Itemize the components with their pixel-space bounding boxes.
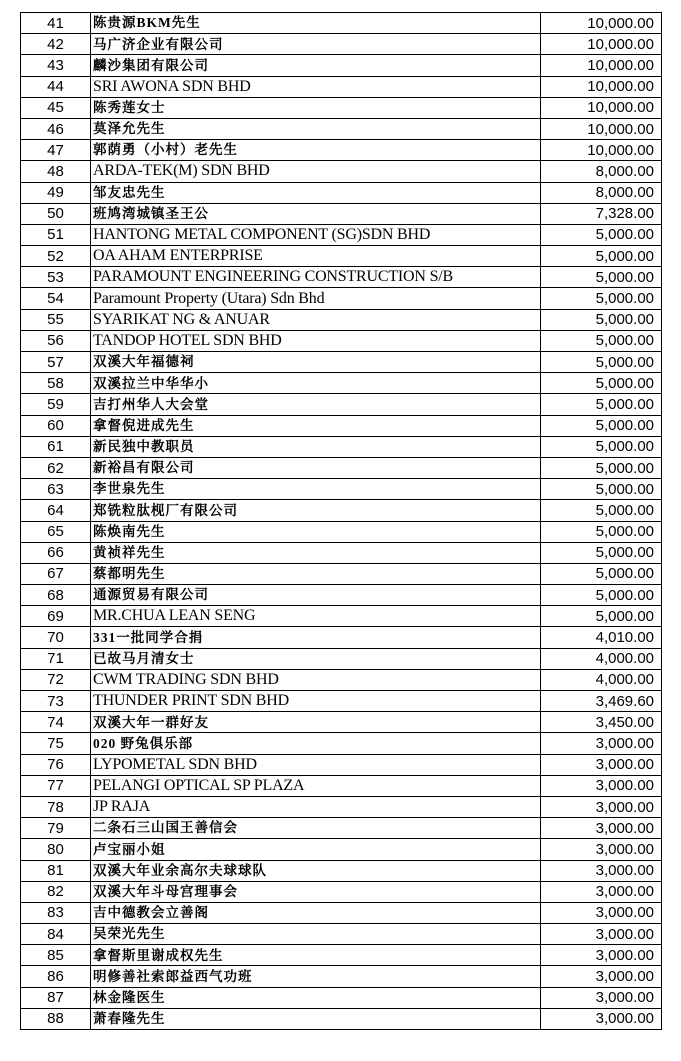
donation-amount: 5,000.00 xyxy=(541,479,662,500)
table-row xyxy=(21,902,662,923)
donor-table xyxy=(20,12,662,1030)
row-number: 65 xyxy=(21,521,91,542)
donor-name: PARAMOUNT ENGINEERING CONSTRUCTION S/B xyxy=(91,267,541,288)
donation-amount: 5,000.00 xyxy=(541,330,662,351)
donor-name: LYPOMETAL SDN BHD xyxy=(91,754,541,775)
table-row xyxy=(21,775,662,796)
row-number: 61 xyxy=(21,436,91,457)
donation-amount: 3,000.00 xyxy=(541,987,662,1008)
table-row xyxy=(21,839,662,860)
donor-name: JP RAJA xyxy=(91,796,541,817)
row-number: 62 xyxy=(21,457,91,478)
donor-name: 双溪大年斗母宫理事会 xyxy=(91,881,541,902)
table-row xyxy=(21,966,662,987)
row-number: 47 xyxy=(21,140,91,161)
table-row xyxy=(21,818,662,839)
donor-name: 邹友忠先生 xyxy=(91,182,541,203)
row-number: 59 xyxy=(21,394,91,415)
donation-amount: 10,000.00 xyxy=(541,13,662,34)
row-number: 44 xyxy=(21,76,91,97)
donation-amount: 5,000.00 xyxy=(541,585,662,606)
donor-name: OA AHAM ENTERPRISE xyxy=(91,246,541,267)
donor-name: 二条石三山国王善信会 xyxy=(91,818,541,839)
donor-name: 新民独中教职员 xyxy=(91,436,541,457)
donor-name: 陈贵源BKM先生 xyxy=(91,13,541,34)
table-row xyxy=(21,55,662,76)
donor-name: 拿督倪进成先生 xyxy=(91,415,541,436)
row-number: 48 xyxy=(21,161,91,182)
donation-amount: 3,000.00 xyxy=(541,881,662,902)
donation-amount: 7,328.00 xyxy=(541,203,662,224)
row-number: 85 xyxy=(21,945,91,966)
row-number: 51 xyxy=(21,224,91,245)
table-row xyxy=(21,457,662,478)
donation-amount: 3,000.00 xyxy=(541,902,662,923)
donor-name: 麟沙集团有限公司 xyxy=(91,55,541,76)
row-number: 84 xyxy=(21,924,91,945)
donation-amount: 3,450.00 xyxy=(541,712,662,733)
donation-amount: 3,000.00 xyxy=(541,818,662,839)
table-row xyxy=(21,203,662,224)
row-number: 83 xyxy=(21,902,91,923)
donor-name: 林金隆医生 xyxy=(91,987,541,1008)
donation-amount: 5,000.00 xyxy=(541,415,662,436)
donation-amount: 5,000.00 xyxy=(541,246,662,267)
row-number: 75 xyxy=(21,733,91,754)
donor-name: 蔡都明先生 xyxy=(91,563,541,584)
row-number: 77 xyxy=(21,775,91,796)
donor-name: THUNDER PRINT SDN BHD xyxy=(91,691,541,712)
row-number: 88 xyxy=(21,1008,91,1029)
donation-amount: 5,000.00 xyxy=(541,542,662,563)
table-row xyxy=(21,118,662,139)
row-number: 52 xyxy=(21,246,91,267)
row-number: 87 xyxy=(21,987,91,1008)
donor-name: SRI AWONA SDN BHD xyxy=(91,76,541,97)
donation-amount: 5,000.00 xyxy=(541,606,662,627)
donor-name: 331一批同学合捐 xyxy=(91,627,541,648)
donor-table-body xyxy=(21,13,662,1030)
table-row xyxy=(21,246,662,267)
donation-amount: 5,000.00 xyxy=(541,457,662,478)
donor-name: 吉中德教会立善阁 xyxy=(91,902,541,923)
table-row xyxy=(21,394,662,415)
donation-amount: 5,000.00 xyxy=(541,500,662,521)
table-row xyxy=(21,161,662,182)
donor-name: 双溪大年业余高尔夫球球队 xyxy=(91,860,541,881)
donor-name: 陈秀莲女士 xyxy=(91,97,541,118)
donor-name: 郑铣粒肽枧厂有限公司 xyxy=(91,500,541,521)
row-number: 79 xyxy=(21,818,91,839)
row-number: 69 xyxy=(21,606,91,627)
row-number: 70 xyxy=(21,627,91,648)
donation-amount: 3,000.00 xyxy=(541,860,662,881)
donor-name: 双溪拉兰中华华小 xyxy=(91,373,541,394)
row-number: 41 xyxy=(21,13,91,34)
table-row xyxy=(21,479,662,500)
row-number: 56 xyxy=(21,330,91,351)
donation-amount: 3,000.00 xyxy=(541,733,662,754)
donor-name: PELANGI OPTICAL SP PLAZA xyxy=(91,775,541,796)
table-row xyxy=(21,288,662,309)
row-number: 42 xyxy=(21,34,91,55)
donation-amount: 10,000.00 xyxy=(541,34,662,55)
donation-amount: 5,000.00 xyxy=(541,563,662,584)
donor-name: HANTONG METAL COMPONENT (SG)SDN BHD xyxy=(91,224,541,245)
table-row xyxy=(21,563,662,584)
table-row xyxy=(21,669,662,690)
table-row xyxy=(21,606,662,627)
donor-name: MR.CHUA LEAN SENG xyxy=(91,606,541,627)
donor-name: 已故马月清女士 xyxy=(91,648,541,669)
row-number: 82 xyxy=(21,881,91,902)
table-row xyxy=(21,860,662,881)
row-number: 64 xyxy=(21,500,91,521)
row-number: 74 xyxy=(21,712,91,733)
table-row xyxy=(21,352,662,373)
donor-name: 通源贸易有限公司 xyxy=(91,585,541,606)
table-row xyxy=(21,945,662,966)
donor-name: Paramount Property (Utara) Sdn Bhd xyxy=(91,288,541,309)
table-row xyxy=(21,733,662,754)
table-row xyxy=(21,267,662,288)
donor-name: 李世泉先生 xyxy=(91,479,541,500)
donation-amount: 4,000.00 xyxy=(541,648,662,669)
row-number: 68 xyxy=(21,585,91,606)
donor-name: 新裕昌有限公司 xyxy=(91,457,541,478)
donation-amount: 3,000.00 xyxy=(541,1008,662,1029)
donor-name: 拿督斯里谢成权先生 xyxy=(91,945,541,966)
donation-amount: 4,000.00 xyxy=(541,669,662,690)
donor-name: 双溪大年一群好友 xyxy=(91,712,541,733)
donor-name: TANDOP HOTEL SDN BHD xyxy=(91,330,541,351)
donor-name: 班鸠湾城镇圣王公 xyxy=(91,203,541,224)
row-number: 78 xyxy=(21,796,91,817)
row-number: 53 xyxy=(21,267,91,288)
row-number: 46 xyxy=(21,118,91,139)
row-number: 72 xyxy=(21,669,91,690)
donation-amount: 10,000.00 xyxy=(541,140,662,161)
donor-name: 马广济企业有限公司 xyxy=(91,34,541,55)
table-row xyxy=(21,182,662,203)
row-number: 63 xyxy=(21,479,91,500)
table-row xyxy=(21,542,662,563)
donor-name: 双溪大年福德祠 xyxy=(91,352,541,373)
table-row xyxy=(21,627,662,648)
donation-amount: 8,000.00 xyxy=(541,182,662,203)
table-row xyxy=(21,648,662,669)
donation-amount: 5,000.00 xyxy=(541,373,662,394)
row-number: 60 xyxy=(21,415,91,436)
donor-name: SYARIKAT NG & ANUAR xyxy=(91,309,541,330)
row-number: 57 xyxy=(21,352,91,373)
row-number: 67 xyxy=(21,563,91,584)
donor-name: 郭荫勇（小村）老先生 xyxy=(91,140,541,161)
table-row xyxy=(21,585,662,606)
donor-name: 卢宝丽小姐 xyxy=(91,839,541,860)
donation-amount: 5,000.00 xyxy=(541,267,662,288)
donation-amount: 3,000.00 xyxy=(541,796,662,817)
row-number: 55 xyxy=(21,309,91,330)
donation-amount: 5,000.00 xyxy=(541,288,662,309)
table-row xyxy=(21,500,662,521)
donation-amount: 10,000.00 xyxy=(541,55,662,76)
donation-amount: 5,000.00 xyxy=(541,521,662,542)
donor-name: 020 野兔俱乐部 xyxy=(91,733,541,754)
donation-amount: 10,000.00 xyxy=(541,76,662,97)
table-row xyxy=(21,330,662,351)
row-number: 50 xyxy=(21,203,91,224)
table-row xyxy=(21,712,662,733)
donor-name: 吉打州华人大会堂 xyxy=(91,394,541,415)
table-row xyxy=(21,309,662,330)
row-number: 71 xyxy=(21,648,91,669)
table-row xyxy=(21,987,662,1008)
donor-name: ARDA-TEK(M) SDN BHD xyxy=(91,161,541,182)
donation-amount: 3,000.00 xyxy=(541,754,662,775)
donor-name: 陈焕南先生 xyxy=(91,521,541,542)
donation-amount: 5,000.00 xyxy=(541,436,662,457)
donation-amount: 3,000.00 xyxy=(541,839,662,860)
donation-amount: 5,000.00 xyxy=(541,224,662,245)
row-number: 45 xyxy=(21,97,91,118)
table-row xyxy=(21,13,662,34)
table-row xyxy=(21,754,662,775)
row-number: 58 xyxy=(21,373,91,394)
table-row xyxy=(21,796,662,817)
row-number: 66 xyxy=(21,542,91,563)
row-number: 86 xyxy=(21,966,91,987)
table-row xyxy=(21,373,662,394)
row-number: 49 xyxy=(21,182,91,203)
table-row xyxy=(21,924,662,945)
table-row xyxy=(21,436,662,457)
row-number: 43 xyxy=(21,55,91,76)
donation-amount: 5,000.00 xyxy=(541,309,662,330)
donor-name: 萧春隆先生 xyxy=(91,1008,541,1029)
donation-amount: 10,000.00 xyxy=(541,118,662,139)
row-number: 80 xyxy=(21,839,91,860)
donation-amount: 3,000.00 xyxy=(541,966,662,987)
table-row xyxy=(21,224,662,245)
table-row xyxy=(21,521,662,542)
table-row xyxy=(21,140,662,161)
donation-amount: 3,000.00 xyxy=(541,775,662,796)
donation-amount: 4,010.00 xyxy=(541,627,662,648)
donation-amount: 3,469.60 xyxy=(541,691,662,712)
donor-name: 明修善社索郎益西气功班 xyxy=(91,966,541,987)
donor-name: CWM TRADING SDN BHD xyxy=(91,669,541,690)
table-row xyxy=(21,34,662,55)
donation-amount: 5,000.00 xyxy=(541,352,662,373)
table-row xyxy=(21,881,662,902)
donation-amount: 3,000.00 xyxy=(541,924,662,945)
table-row xyxy=(21,691,662,712)
donor-name: 莫泽允先生 xyxy=(91,118,541,139)
row-number: 73 xyxy=(21,691,91,712)
table-row xyxy=(21,76,662,97)
donation-amount: 5,000.00 xyxy=(541,394,662,415)
row-number: 54 xyxy=(21,288,91,309)
table-row xyxy=(21,1008,662,1029)
donation-amount: 8,000.00 xyxy=(541,161,662,182)
donation-amount: 3,000.00 xyxy=(541,945,662,966)
row-number: 81 xyxy=(21,860,91,881)
donor-name: 吴荣光先生 xyxy=(91,924,541,945)
table-row xyxy=(21,415,662,436)
row-number: 76 xyxy=(21,754,91,775)
donation-amount: 10,000.00 xyxy=(541,97,662,118)
donor-name: 黄祯祥先生 xyxy=(91,542,541,563)
table-row xyxy=(21,97,662,118)
